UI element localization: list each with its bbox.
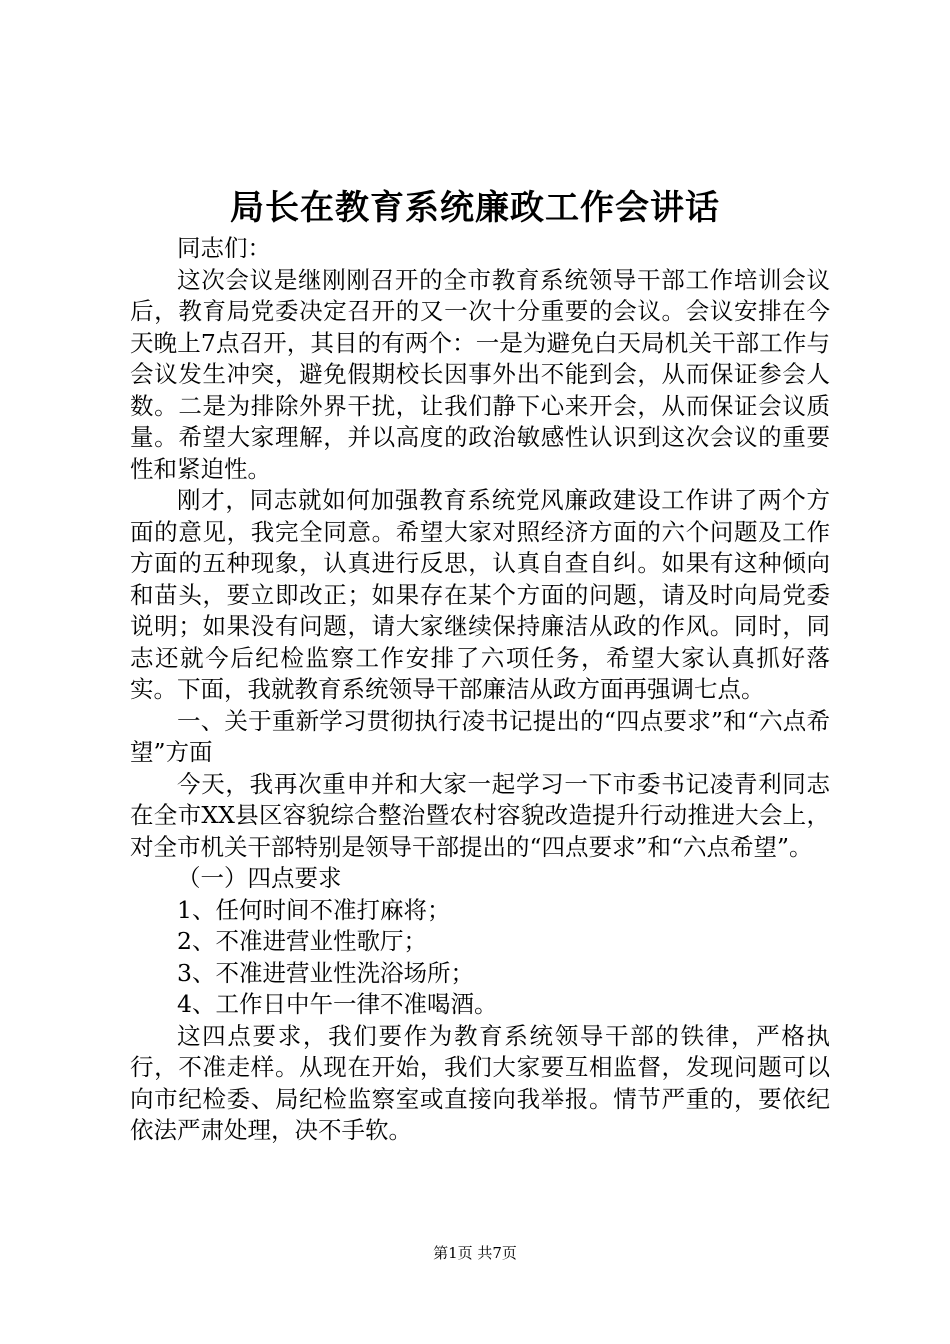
paragraph-1: 这次会议是继刚刚召开的全市教育系统领导干部工作培训会议后，教育局党委决定召开的又一次十分重要的会议。会议安排在今天晚上7点召开，其目的有两个：一是为避免白天局机关干部工作与会议发生冲突，避免假期校长因事外出不能到会，从而保证参会人数。二是为排除外界干扰，让我们静下心来开会，从而保证会议质量。希望大家理解，并以高度的政治敏感性认识到这次会议的重要性和紧迫性。	[130, 265, 830, 483]
list-item: 2、不准进营业性歌厅；	[177, 927, 427, 955]
list-item: 1、任何时间不准打麻将；	[177, 895, 451, 924]
paragraph-4: 这四点要求，我们要作为教育系统领导干部的铁律，严格执行，不准走样。从现在开始，我们大家要互相监督，发现问题可以向市纪检委、局纪检监察室或直接向我举报。情节严重的，要依纪依法严肃处理，决不手软。	[130, 1021, 830, 1144]
list-item: 3、不准进营业性洗浴场所；	[177, 958, 474, 987]
page-footer: 第1页 共7页	[433, 1244, 517, 1262]
subsection-heading-1: （一）四点要求	[177, 864, 342, 892]
list-item: 4、工作日中午一律不准喝酒。	[177, 990, 498, 1018]
paragraph-3: 今天，我再次重申并和大家一起学习一下市委书记凌青利同志在全市XX县区容貌综合整治暨农村容貌改造提升行动推进大会上，对全市机关干部特别是领导干部提出的“四点要求”和“六点希望”。	[130, 769, 830, 861]
section-heading-1: 一、关于重新学习贯彻执行凌书记提出的“四点要求”和“六点希望”方面	[130, 706, 830, 766]
salutation: 同志们：	[177, 234, 271, 262]
paragraph-2: 刚才，同志就如何加强教育系统党风廉政建设工作讲了两个方面的意见，我完全同意。希望大家对照经济方面的六个问题及工作方面的五种现象，认真进行反思，认真自查自纠。如果有这种倾向和苗头，要立即改正；如果存在某个方面的问题，请及时向局党委说明；如果没有问题，请大家继续保持廉洁从政的作风。同时，同志还就今后纪检监察工作安排了六项任务，希望大家认真抓好落实。下面，我就教育系统领导干部廉洁从政方面再强调七点。	[130, 486, 830, 703]
document-body	[130, 233, 830, 1147]
document-title: 局长在教育系统廉政工作会讲话	[230, 188, 720, 228]
